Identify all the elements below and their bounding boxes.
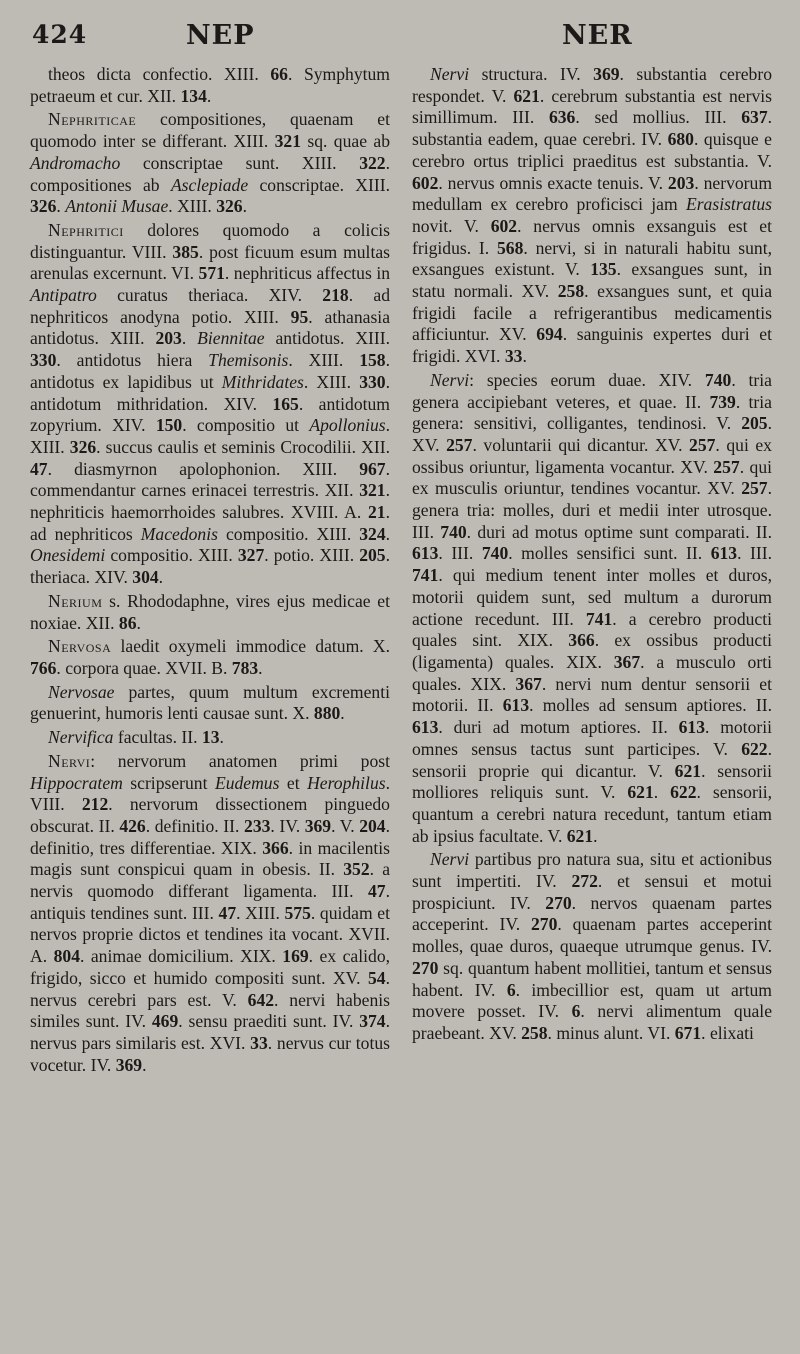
dictionary-entry: Nerium s. Rhododaphne, vires ejus medicae et noxiae. XII. 86. <box>30 590 390 633</box>
page-header <box>30 14 774 64</box>
dictionary-entry: theos dicta confectio. XIII. 66. Symphytum petraeum et cur. XII. 134. <box>30 64 390 106</box>
dictionary-entry: Nervi: species eorum duae. XIV. 740. tria genera accipiebant veteres, et quae. II. 739. tria genera: sensitivi, colligantes, tendinosi. V. 205. XV. 257. voluntarii qui dicantur. XV. 257. qui ex ossibus oriuntur, ligamenta vocantur. XV. 257. qui ex musculis oriuntur, tendines vocantur. XV. 257. genera tria: molles, duri et medii inter utrosque. III. 740. duri ad motus optime sunt comparati. II. 613. III. 740. molles sensifici sunt. II. 613. III. 741. qui medium tenent inter molles et duros, motorii quidem sunt, sed multum a durorum actione recedunt. III. 741. a cerebro producti quales sint. XIX. 366. ex ossibus producti (ligamenta) quales. XIX. 367. a musculo orti quales. XIX. 367. nervi num dentur sensorii et motorii. II. 613. molles ad sensum aptiores. II. 613. duri ad motum aptiores. II. 613. motorii omnes sensus tactus sunt participes. V. 622. sensorii proprie qui dicantur. V. 621. sensorii molliores reliquis sunt. V. 621. 622. sensorii, quantum a cerebri natura recedunt, tantum etiam ab ipsius facultate. V. 621. <box>412 369 773 846</box>
dictionary-entry: Nervi structura. IV. 369. substantia cerebro respondet. V. 621. cerebrum substantia est nervis simillimum. III. 636. sed mollius. III. 637. substantia eadem, quae cerebri. IV. 680. quisque e cerebro ortus triplici praeditus est substantia. V. 602. nervus omnis exacte tenuis. V. 203. nervorum medullam ex cerebro proficisci jam Erasistratus novit. V. 602. nervus omnis exsanguis est et frigidus. I. 568. nervi, si in naturali habitu sunt, exsangues existunt. V. 135. exsangues sunt, in statu normali. XV. 258. exsangues sunt, et quia frigidi facile a refrigerantibus medicamentis afficiuntur. XV. 694. sanguinis expertes duri et frigidi. XVI. 33. <box>412 64 773 367</box>
dictionary-entry: Nephriticae compositiones, quaenam et quomodo inter se differant. XIII. 321 sq. quae ab Andromacho conscriptae sunt. XIII. 322. compositiones ab Asclepiade conscriptae. XIII. 326. Antonii Musae. XIII. 326. <box>30 109 390 217</box>
right-running-head: NER <box>562 20 633 51</box>
page-number: 424 <box>32 20 88 49</box>
dictionary-entry: Nervosae partes, quum multum excrementi genuerint, humoris lenti causae sunt. X. 880. <box>30 681 390 724</box>
left-column <box>30 64 390 1078</box>
text-columns <box>30 64 774 1078</box>
dictionary-entry: Nervifica facultas. II. 13. <box>48 727 224 748</box>
dictionary-entry: Nervi: nervorum anatomen primi post Hippocratem scripserunt Eudemus et Herophilus. VIII. 212. nervorum dissectionem pinguedo obscurat. II. 426. definitio. II. 233. IV. 369. V. 204. definitio, tres differentiae. XIX. 366. in macilentis magis sunt conspicui quam in obesis. II. 352. a nervis quomodo differant ligamenta. III. 47. antiquis tendines sunt. III. 47. XIII. 575. quidam et nervos proprie dictos et tendines ita vocant. XVII. A. 804. animae domicilium. XIX. 169. ex calido, frigido, sicco et humido compositi sunt. XV. 54. nervus cerebri pars est. V. 642. nervi habenis similes sunt. IV. 469. sensu praediti sunt. IV. 374. nervus pars similaris est. XVI. 33. nervus cur totus vocetur. IV. 369. <box>30 750 391 1075</box>
dictionary-entry: Nephritici dolores quomodo a colicis distinguantur. VIII. 385. post ficuum esum multas arenulas excernunt. VI. 571. nephriticus affectus in Antipatro curatus theriaca. XIV. 218. ad nephriticos anodyna potio. XIII. 95. athanasia antidotus. XIII. 203. Biennitae antidotus. XIII. 330. antidotus hiera Themisonis. XIII. 158. antidotus ex lapidibus ut Mithridates. XIII. 330. antidotum mithridation. XIV. 165. antidotum zopyrium. XIV. 150. compositio ut Apollonius. XIII. 326. succus caulis et seminis Crocodilii. XII. 47. diasmyrnon apolophonion. XIII. 967. commendantur carnes erinacei terrestris. XII. 321. nephriticis haemorrhoides salubres. XVIII. A. 21. ad nephriticos Macedonis compositio. XIII. 324. Onesidemi compositio. XIII. 327. potio. XIII. 205. theriaca. XIV. 304. <box>30 219 391 588</box>
right-column <box>412 64 772 1078</box>
left-running-head: NEP <box>186 20 255 51</box>
dictionary-entry: Nervosa laedit oxymeli immodice datum. X. 766. corpora quae. XVII. B. 783. <box>30 636 390 678</box>
dictionary-entry: Nervi partibus pro natura sua, situ et actionibus sunt impertiti. IV. 272. et sensui et motui prospiciunt. IV. 270. nervos quaenam partes acceperint. IV. 270. quaenam partes acceperint molles, quae duros, quaeque utrumque genus. IV. 270 sq. quantum habent mollitiei, tantum et sensus habent. IV. 6. imbecillior est, quam ut artum movere posset. IV. 6. nervi alimentum quale praebeant. XV. 258. minus alunt. VI. 671. elixati <box>412 849 773 1043</box>
